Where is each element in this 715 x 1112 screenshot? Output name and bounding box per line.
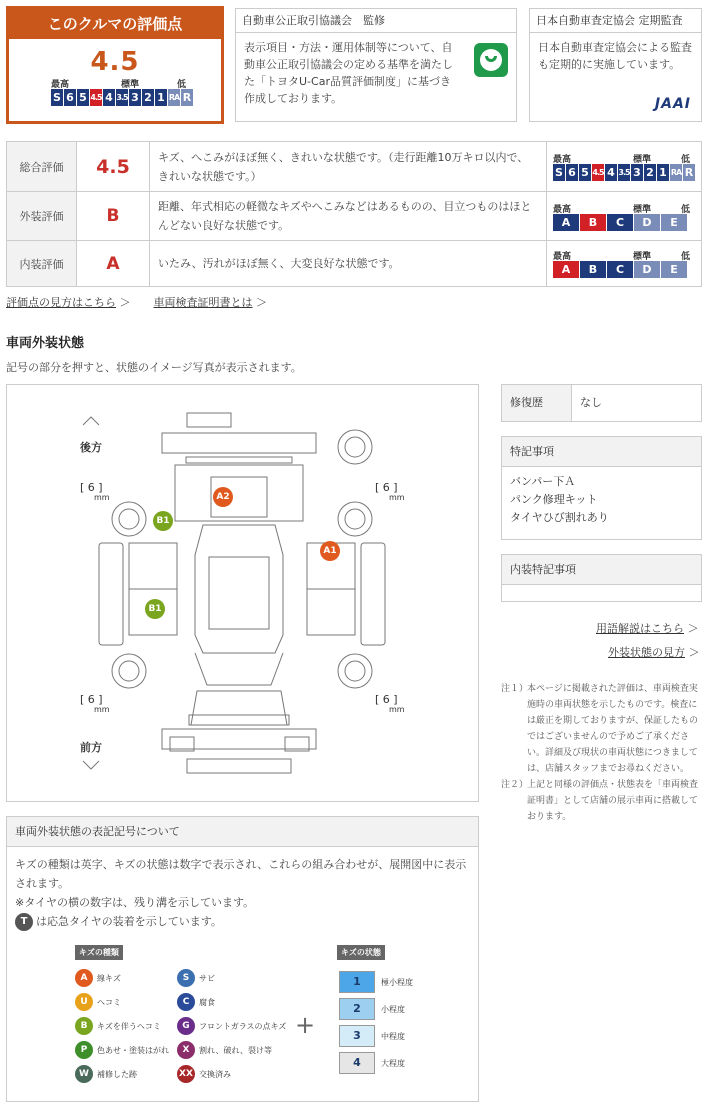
car-diagram bbox=[6, 384, 479, 802]
eval-value: B bbox=[77, 192, 150, 241]
score-guide-link[interactable]: 評価点の見方はこちら bbox=[6, 296, 116, 309]
eval-row-interior bbox=[7, 241, 702, 287]
special-item: パンク修理キット bbox=[510, 493, 598, 506]
damage-type-item bbox=[75, 993, 121, 1011]
damage-type-label: 割れ、破れ、裂け等 bbox=[199, 1045, 272, 1055]
eval-label: 外装評価 bbox=[7, 192, 77, 241]
tire-depth-front-left: [ 6 ] bbox=[80, 693, 103, 706]
scale-cell: 1 bbox=[657, 164, 669, 181]
score-box-header: このクルマの評価点 bbox=[9, 9, 221, 39]
eval-row-exterior bbox=[7, 192, 702, 241]
damage-state-box: 4 bbox=[339, 1052, 375, 1074]
eval-value: A bbox=[77, 241, 150, 287]
scale-cell: RA bbox=[168, 89, 180, 106]
states-title: キズの状態 bbox=[337, 945, 385, 960]
chevron-right-icon: ＞ bbox=[252, 296, 267, 309]
terms-link[interactable]: 用語解説はこちら bbox=[596, 622, 684, 635]
guide-links bbox=[6, 294, 267, 310]
legend-line-2: ※タイヤの横の数字は、残り溝を示しています。 bbox=[15, 896, 255, 909]
scale-cell: 2 bbox=[644, 164, 656, 181]
scale-cell: E bbox=[661, 214, 687, 231]
legend-line-3: は応急タイヤの装着を示しています。 bbox=[36, 915, 222, 928]
scale-label-standard: 標準 bbox=[633, 252, 652, 262]
eval-value: 4.5 bbox=[77, 142, 150, 192]
damage-type-icon: G bbox=[177, 1017, 195, 1035]
damage-state-item bbox=[339, 1025, 405, 1047]
legend-title: 車両外装状態の表記記号について bbox=[7, 817, 478, 847]
eval-text: 距離、年式相応の軽微なキズやへこみなどはあるものの、目立つものはほとんどない良好な状態です。 bbox=[150, 192, 547, 241]
damage-marker-b1[interactable]: B1 bbox=[153, 511, 173, 531]
jaai-text: 日本自動車査定協会による監査も定期的に実施しています。 bbox=[538, 41, 692, 71]
damage-type-label: キズを伴うヘコミ bbox=[97, 1021, 161, 1031]
damage-state-box: 1 bbox=[339, 971, 375, 993]
scale-cell: 4 bbox=[103, 89, 115, 106]
note-1: 本ページに掲載された評価は、車両検査実施時の車両状態を示したものです。検査には厳正を期しておりますが、保証したものではございませんので予めご了承ください。詳細及び現状の車両状態につきましては、店舗スタッフまでお尋ねください。 bbox=[527, 684, 699, 774]
overall-score: 4.5 bbox=[90, 47, 140, 77]
scale-cell: 3.5 bbox=[116, 89, 128, 106]
evaluation-table bbox=[6, 141, 702, 287]
legend-box bbox=[6, 816, 479, 1102]
tire-unit: mm bbox=[94, 493, 110, 502]
scale-cell: 3.5 bbox=[618, 164, 630, 181]
damage-type-icon: B bbox=[75, 1017, 93, 1035]
scale-cell: E bbox=[661, 261, 687, 278]
eval-scale-cell bbox=[547, 142, 702, 192]
tire-depth-front-right: [ 6 ] bbox=[375, 693, 398, 706]
eval-text: いたみ、汚れがほぼ無く、大変良好な状態です。 bbox=[150, 241, 547, 287]
scale-cell: 6 bbox=[64, 89, 76, 106]
interior-scale bbox=[553, 261, 695, 278]
front-label: 前方 bbox=[80, 741, 102, 754]
tire-depth-rear-right: [ 6 ] bbox=[375, 481, 398, 494]
tire-depth-rear-left: [ 6 ] bbox=[80, 481, 103, 494]
damage-state-item bbox=[339, 971, 413, 993]
scale-cell: D bbox=[634, 214, 660, 231]
scale-cell: 4.5 bbox=[90, 89, 102, 106]
damage-type-icon: X bbox=[177, 1041, 195, 1059]
scale-cell: 4 bbox=[605, 164, 617, 181]
scale-cell: 1 bbox=[155, 89, 167, 106]
damage-type-label: 線キズ bbox=[97, 973, 121, 983]
scale-label-high: 最高 bbox=[553, 252, 572, 262]
damage-type-item bbox=[177, 1065, 231, 1083]
jaai-box bbox=[529, 8, 702, 122]
chevron-right-icon: ＞ bbox=[116, 296, 131, 309]
damage-state-label: 中程度 bbox=[381, 1031, 405, 1041]
tire-unit: mm bbox=[94, 705, 110, 714]
damage-type-label: フロントガラスの点キズ bbox=[199, 1021, 287, 1031]
damage-type-icon: U bbox=[75, 993, 93, 1011]
overall-scale bbox=[51, 89, 221, 106]
interior-special-notes bbox=[501, 554, 702, 602]
certificate-link[interactable]: 車両検査証明書とは bbox=[153, 296, 253, 309]
scale-cell: 5 bbox=[77, 89, 89, 106]
damage-state-label: 大程度 bbox=[381, 1058, 405, 1068]
special-item: バンパー下Ａ bbox=[510, 475, 576, 488]
damage-type-label: サビ bbox=[199, 973, 215, 983]
scale-cell: 3 bbox=[631, 164, 643, 181]
interior-special-label: 内装特記事項 bbox=[502, 555, 701, 585]
damage-type-item bbox=[75, 1017, 161, 1035]
jaai-title: 日本自動車査定協会 定期監査 bbox=[530, 9, 701, 33]
damage-type-icon: P bbox=[75, 1041, 93, 1059]
damage-type-label: 腐食 bbox=[199, 997, 215, 1007]
damage-type-item bbox=[75, 1065, 137, 1083]
damage-type-item bbox=[75, 969, 121, 987]
eval-label: 内装評価 bbox=[7, 241, 77, 287]
damage-type-icon: W bbox=[75, 1065, 93, 1083]
scale-label-low: 低 bbox=[681, 252, 691, 262]
damage-type-icon: S bbox=[177, 969, 195, 987]
damage-state-item bbox=[339, 1052, 405, 1074]
aftc-box bbox=[235, 8, 517, 122]
damage-type-icon: C bbox=[177, 993, 195, 1011]
scale-label-standard: 標準 bbox=[121, 80, 140, 90]
eval-label: 総合評価 bbox=[7, 142, 77, 192]
scale-label-low: 低 bbox=[681, 204, 691, 215]
tire-unit: mm bbox=[389, 493, 405, 502]
scale-cell: A bbox=[553, 261, 579, 278]
scale-cell: C bbox=[607, 261, 633, 278]
scale-label-standard: 標準 bbox=[633, 155, 652, 165]
eval-scale-cell bbox=[547, 192, 702, 241]
eval-row-overall bbox=[7, 142, 702, 192]
damage-state-box: 2 bbox=[339, 998, 375, 1020]
types-title: キズの種類 bbox=[75, 945, 123, 960]
scale-cell: 4.5 bbox=[592, 164, 604, 181]
exterior-description: 記号の部分を押すと、状態のイメージ写真が表示されます。 bbox=[6, 361, 302, 374]
damage-type-item bbox=[75, 1041, 169, 1059]
plus-sign: + bbox=[295, 1011, 316, 1039]
scale-cell: 3 bbox=[129, 89, 141, 106]
chevron-right-icon: ＞ bbox=[685, 646, 700, 659]
damage-type-item bbox=[177, 969, 215, 987]
repair-label: 修復歴 bbox=[502, 385, 572, 421]
scale-cell: C bbox=[607, 214, 633, 231]
tire-unit: mm bbox=[389, 705, 405, 714]
damage-type-item bbox=[177, 1017, 286, 1035]
aftc-logo-icon bbox=[474, 43, 508, 77]
eval-text: キズ、へこみがほぼ無く、きれいな状態です。（走行距離10万キロ以内で、きれいな状態です。） bbox=[150, 142, 547, 192]
notes bbox=[501, 681, 706, 825]
special-item: タイヤひび割れあり bbox=[510, 511, 609, 524]
damage-type-icon: A bbox=[75, 969, 93, 987]
score-box bbox=[6, 6, 224, 124]
damage-marker-a2[interactable]: A2 bbox=[213, 487, 233, 507]
scale-cell: R bbox=[684, 166, 694, 179]
scale-label-low: 低 bbox=[177, 80, 187, 90]
damage-type-icon: XX bbox=[177, 1065, 195, 1083]
overall-scale bbox=[553, 164, 695, 181]
damage-type-label: 交換済み bbox=[199, 1069, 231, 1079]
legend-line-1: キズの種類は英字、キズの状態は数字で表示され、これらの組み合わせが、展開図中に表示されます。 bbox=[15, 858, 467, 890]
scale-cell: RA bbox=[670, 164, 682, 181]
damage-type-label: 補修した跡 bbox=[97, 1069, 137, 1079]
damage-state-label: 極小程度 bbox=[381, 977, 413, 987]
damage-marker-a1[interactable]: A1 bbox=[320, 541, 340, 561]
scale-cell: 5 bbox=[579, 164, 591, 181]
scale-label-high: 最高 bbox=[553, 204, 572, 215]
damage-state-item bbox=[339, 998, 405, 1020]
jaai-logo: JAAI bbox=[654, 96, 691, 112]
damage-type-label: 色あせ・塗装はがれ bbox=[97, 1045, 169, 1055]
scale-cell: B bbox=[580, 214, 606, 231]
exterior-guide-link[interactable]: 外装状態の見方 bbox=[608, 646, 685, 659]
damage-type-item bbox=[177, 993, 215, 1011]
aftc-title: 自動車公正取引協議会 監修 bbox=[236, 9, 516, 33]
scale-label-standard: 標準 bbox=[633, 204, 652, 215]
damage-type-label: ヘコミ bbox=[97, 997, 121, 1007]
scale-cell: S bbox=[51, 89, 63, 106]
scale-cell: 2 bbox=[142, 89, 154, 106]
scale-label-high: 最高 bbox=[553, 155, 572, 165]
damage-type-item bbox=[177, 1041, 272, 1059]
damage-marker-b1[interactable]: B1 bbox=[145, 599, 165, 619]
repair-value: なし bbox=[580, 396, 602, 409]
damage-state-box: 3 bbox=[339, 1025, 375, 1047]
damage-state-label: 小程度 bbox=[381, 1004, 405, 1014]
special-notes bbox=[501, 436, 702, 540]
aftc-text: 表示項目・方法・運用体制等について、自動車公正取引協議会の定める基準を満たした「トヨタU-Car品質評価制度」に基づき作成しております。 bbox=[244, 41, 453, 105]
car-outline bbox=[7, 385, 478, 801]
scale-cell: S bbox=[553, 164, 565, 181]
scale-label-low: 低 bbox=[681, 155, 691, 165]
note-2: 上記と同様の評価点・状態表を「車両検査証明書」として店舗の展示車両に搭載しております。 bbox=[527, 780, 699, 822]
scale-cell: D bbox=[634, 261, 660, 278]
terms-link-wrap bbox=[596, 620, 699, 636]
eval-scale-cell bbox=[547, 241, 702, 287]
scale-cell: B bbox=[580, 261, 606, 278]
rear-label: 後方 bbox=[80, 441, 102, 454]
scale-cell: 6 bbox=[566, 164, 578, 181]
exterior-title: 車両外装状態 bbox=[6, 336, 85, 351]
scale-label-high: 最高 bbox=[51, 80, 70, 90]
note-2-mark: 注２） bbox=[501, 780, 529, 790]
scale-cell: R bbox=[182, 91, 192, 104]
special-label: 特記事項 bbox=[502, 437, 701, 467]
repair-history bbox=[501, 384, 702, 422]
spare-tire-icon: T bbox=[15, 913, 33, 931]
scale-cell: A bbox=[553, 214, 579, 231]
note-1-mark: 注１） bbox=[501, 684, 529, 694]
chevron-right-icon: ＞ bbox=[684, 622, 699, 635]
exterior-guide-link-wrap bbox=[608, 644, 700, 660]
exterior-scale bbox=[553, 214, 695, 231]
